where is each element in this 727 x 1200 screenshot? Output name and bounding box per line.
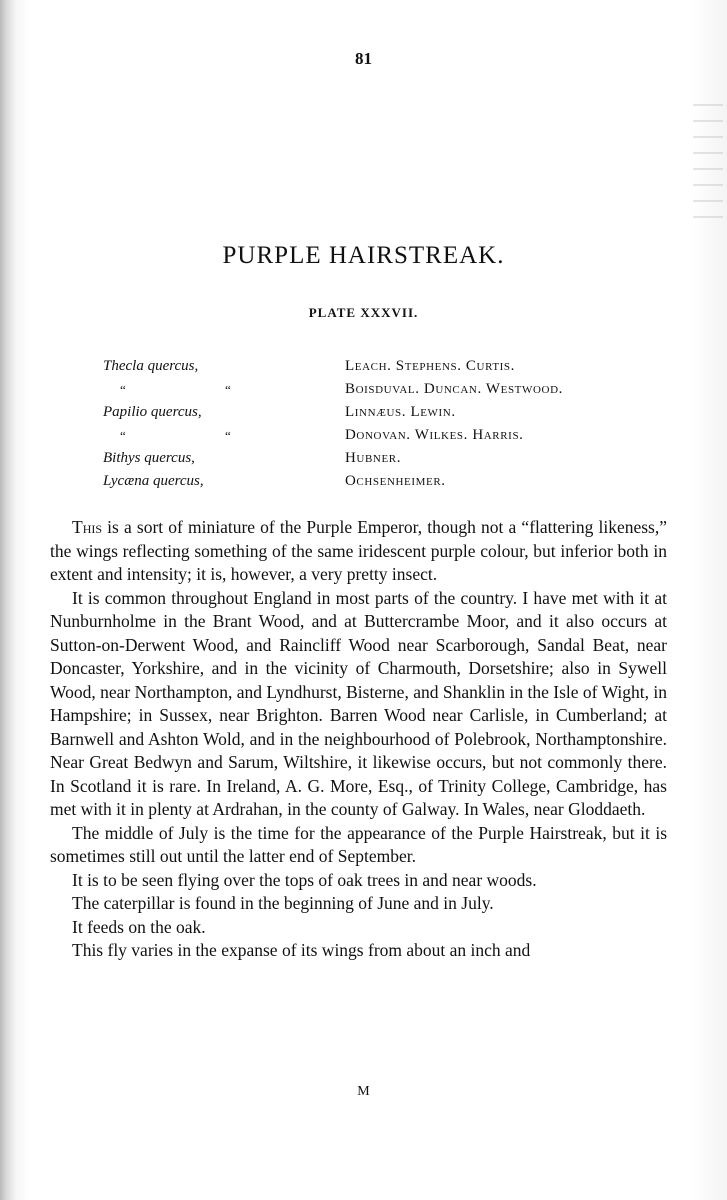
paragraph: [50, 892, 667, 916]
paragraph-text: is a sort of miniature of the Purple Emperor, though not a “flattering likeness,” the wings reflecting something of the same iridescent purple colour, but inferior both in extent and intensity; it is, however, a very pretty insect.: [50, 517, 667, 584]
paragraph-text: It feeds on the oak.: [72, 916, 206, 937]
paragraph: [50, 869, 667, 893]
synonym-row: [0, 401, 727, 424]
ditto-marks: “ “: [120, 382, 279, 397]
synonym-authors: Donovan. Wilkes. Harris.: [345, 427, 524, 443]
page-title: PURPLE HAIRSTREAK.: [222, 242, 505, 269]
paragraph: [50, 939, 667, 963]
paragraph: [50, 516, 667, 587]
synonym-row: [0, 424, 727, 447]
paragraph-text: It is to be seen flying over the tops of oak trees in and near woods.: [72, 869, 537, 890]
synonym-name: Lycæna quercus,: [103, 473, 204, 489]
synonym-row: [0, 355, 727, 378]
body-text: [50, 516, 667, 963]
paragraph-text: The middle of July is the time for the appearance of the Purple Hairstreak, but it is sometimes still out until the latter end of September.: [50, 822, 667, 866]
synonym-name: Thecla quercus,: [103, 358, 199, 374]
page-number: 81: [355, 49, 372, 68]
paragraph: [50, 916, 667, 940]
synonym-row: [0, 470, 727, 493]
synonym-authors: Leach. Stephens. Curtis.: [345, 358, 516, 374]
synonym-authors: Ochsenheimer.: [345, 473, 446, 489]
paragraph-lead-word: This: [72, 517, 103, 537]
synonym-authors: Boisduval. Duncan. Westwood.: [345, 381, 563, 397]
paragraph-text: The caterpillar is found in the beginning of June and in July.: [72, 893, 494, 913]
signature-mark: M: [357, 1084, 370, 1099]
plate-reference: PLATE XXXVII.: [308, 305, 419, 320]
bleed-through-marks: [685, 90, 727, 310]
paragraph: [50, 822, 667, 869]
synonym-row: [0, 447, 727, 470]
synonym-name: Bithys quercus,: [103, 450, 195, 466]
synonymy-table: [0, 355, 727, 493]
ditto-marks: “ “: [120, 428, 279, 443]
synonym-name: Papilio quercus,: [103, 404, 202, 420]
synonym-row: [0, 378, 727, 401]
synonym-authors: Hubner.: [345, 450, 402, 466]
synonym-authors: Linnæus. Lewin.: [345, 404, 456, 420]
paragraph-text: This fly varies in the expanse of its wings from about an inch and: [72, 940, 531, 960]
paragraph-text: It is common throughout England in most parts of the country. I have met with it at Nunburnholme in the Brant Wood, and at Buttercrambe Moor, and it also occurs at Sutton-on-Derwent Wood, and Raincliff Wood near Scarborough, Sandal Beat, near Doncaster, Yorkshire, and in the vicinity of Charmouth, Dorsetshire; also in Sywell Wood, near Northampton, and Lyndhurst, Bisterne, and Shanklin in the Isle of Wight, in Hampshire; in Sussex, near Brighton. Barren Wood near Carlisle, in Cumberland; at Barnwell and Ashton Wold, and in the neighbourhood of Polebrook, Northamptonshire. Near Great Bedwyn and Sarum, Wiltshire, it likewise occurs, but not commonly there. In Scotland it is rare. In Ireland, A. G. More, Esq., of Trinity College, Cambridge, has met with it in plenty at Ardrahan, in the county of Galway. In Wales, near Gloddaeth.: [50, 587, 667, 819]
paragraph: [50, 587, 667, 822]
